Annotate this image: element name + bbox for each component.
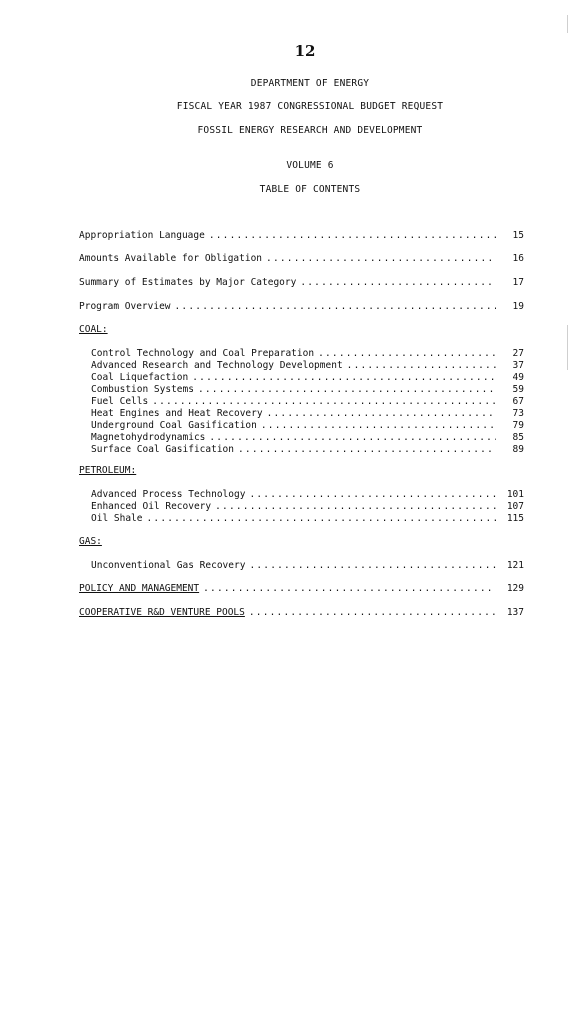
toc-entry-page: 59: [512, 384, 524, 395]
department-title: DEPARTMENT OF ENERGY: [250, 78, 370, 89]
section-heading-gas: GAS:: [79, 536, 102, 547]
section-heading-coal: COAL:: [79, 324, 108, 335]
toc-entry-program-overview: [79, 301, 524, 313]
toc-entry-title: Advanced Research and Technology Development: [91, 360, 343, 371]
volume-label: VOLUME 6: [286, 160, 334, 171]
toc-entry-combustion-systems: [91, 384, 524, 396]
toc-entry-page: 115: [506, 513, 524, 524]
toc-entry-policy-and-management: [79, 583, 524, 595]
toc-entry-title: Coal Liquefaction: [91, 372, 189, 383]
toc-entry-heat-engines: [91, 408, 524, 420]
toc-entry-advanced-research: [91, 360, 524, 372]
scan-edge-mark: [567, 325, 568, 370]
toc-entry-page: 49: [512, 372, 524, 383]
dot-leader: [203, 583, 496, 595]
toc-entry-page: 15: [512, 230, 524, 241]
dot-leader: [249, 560, 496, 572]
toc-entry-appropriation-language: [79, 230, 524, 242]
program-title: FOSSIL ENERGY RESEARCH AND DEVELOPMENT: [197, 125, 423, 136]
toc-entry-page: 101: [506, 489, 524, 500]
toc-entry-title: Control Technology and Coal Preparation: [91, 348, 315, 359]
toc-entry-title: Amounts Available for Obligation: [79, 253, 263, 264]
toc-entry-enhanced-oil-recovery: [91, 501, 524, 513]
toc-entry-page: 89: [512, 444, 524, 455]
toc-entry-control-technology: [91, 348, 524, 360]
toc-entry-oil-shale: [91, 513, 524, 525]
toc-entry-advanced-process-technology: [91, 489, 524, 501]
toc-entry-unconventional-gas-recovery: [91, 560, 524, 572]
toc-entry-magnetohydrodynamics: [91, 432, 524, 444]
toc-title: TABLE OF CONTENTS: [259, 184, 361, 195]
dot-leader: [318, 348, 496, 360]
dot-leader: [267, 408, 496, 420]
toc-entry-underground-coal-gasification: [91, 420, 524, 432]
toc-entry-title: Advanced Process Technology: [91, 489, 246, 500]
dot-leader: [261, 420, 496, 432]
toc-entry-fuel-cells: [91, 396, 524, 408]
dot-leader: [198, 384, 496, 396]
toc-entry-title: Unconventional Gas Recovery: [91, 560, 246, 571]
dot-leader: [347, 360, 496, 372]
toc-entry-title: Heat Engines and Heat Recovery: [91, 408, 263, 419]
toc-entry-title: Appropriation Language: [79, 230, 205, 241]
budget-request-title: FISCAL YEAR 1987 CONGRESSIONAL BUDGET REQUEST: [176, 101, 444, 112]
toc-entry-page: 16: [512, 253, 524, 264]
toc-entry-coal-liquefaction: [91, 372, 524, 384]
page-number: 12: [294, 42, 316, 60]
toc-entry-title: COOPERATIVE R&D VENTURE POOLS: [79, 607, 245, 618]
toc-entry-page: 79: [512, 420, 524, 431]
toc-entry-title: Magnetohydrodynamics: [91, 432, 206, 443]
dot-leader: [209, 230, 496, 242]
dot-leader: [146, 513, 496, 525]
toc-entry-page: 19: [512, 301, 524, 312]
toc-entry-title: Enhanced Oil Recovery: [91, 501, 212, 512]
dot-leader: [266, 253, 496, 265]
dot-leader: [238, 444, 496, 456]
toc-entry-title: Surface Coal Gasification: [91, 444, 234, 455]
toc-entry-page: 67: [512, 396, 524, 407]
toc-entry-page: 121: [506, 560, 524, 571]
toc-entry-title: Fuel Cells: [91, 396, 149, 407]
toc-entry-title: Summary of Estimates by Major Category: [79, 277, 297, 288]
toc-entry-page: 137: [506, 607, 524, 618]
scan-edge-mark: [567, 15, 568, 33]
toc-entry-page: 107: [506, 501, 524, 512]
toc-entry-surface-coal-gasification: [91, 444, 524, 456]
toc-entry-summary-of-estimates: [79, 277, 524, 289]
toc-entry-title: POLICY AND MANAGEMENT: [79, 583, 200, 594]
section-heading-petroleum: PETROLEUM:: [79, 465, 137, 476]
toc-entry-page: 85: [512, 432, 524, 443]
toc-entry-title: Underground Coal Gasification: [91, 420, 257, 431]
dot-leader: [209, 432, 496, 444]
toc-entry-title: Oil Shale: [91, 513, 143, 524]
dot-leader: [249, 489, 496, 501]
dot-leader: [300, 277, 496, 289]
toc-entry-page: 17: [512, 277, 524, 288]
toc-entry-amounts-available: [79, 253, 524, 265]
toc-entry-page: 73: [512, 408, 524, 419]
toc-entry-title: Program Overview: [79, 301, 171, 312]
toc-entry-page: 37: [512, 360, 524, 371]
toc-entry-cooperative-pools: [79, 607, 524, 619]
dot-leader: [249, 607, 496, 619]
dot-leader: [152, 396, 496, 408]
toc-entry-title: Combustion Systems: [91, 384, 194, 395]
dot-leader: [215, 501, 496, 513]
toc-entry-page: 27: [512, 348, 524, 359]
dot-leader: [192, 372, 496, 384]
dot-leader: [175, 301, 496, 313]
toc-entry-page: 129: [506, 583, 524, 594]
